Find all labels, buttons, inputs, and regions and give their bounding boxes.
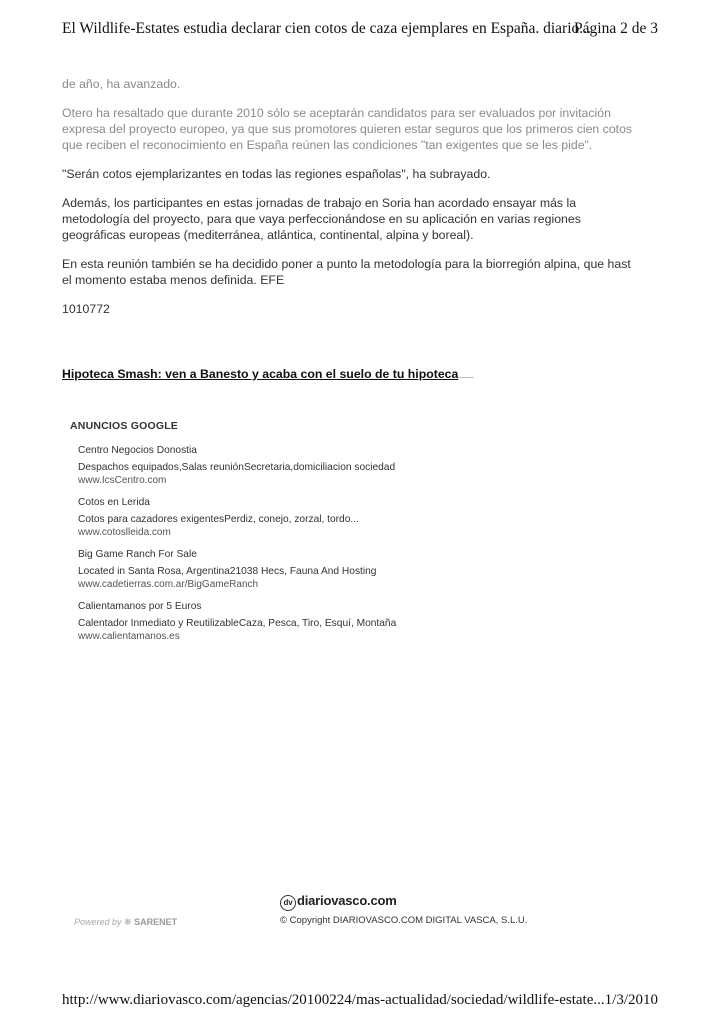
ad-url[interactable]: www.calientamanos.es — [78, 631, 180, 642]
article-paragraph — [62, 195, 658, 243]
page-number: Página 2 de 3 — [574, 20, 658, 37]
promo-link[interactable] — [62, 367, 474, 381]
ad-item[interactable] — [78, 496, 490, 539]
site-logo[interactable] — [280, 893, 397, 911]
article-id — [62, 301, 658, 317]
copyright-notice: © Copyright DIARIOVASCO.COM DIGITAL VASCA, S.L.U. — [280, 915, 528, 926]
ad-title[interactable]: Calientamanos por 5 Euros — [78, 601, 202, 612]
ad-title[interactable]: Centro Negocios Donostia — [78, 445, 197, 456]
sarenet-logo-icon: ❋ — [124, 917, 132, 927]
article-line: metodología del proyecto, para que vaya perfeccionándose en su aplicación en varias regiones — [62, 212, 581, 226]
article-line: que reciben el reconocimiento en España reúnen las condiciones "tan exigentes que se les pide". — [62, 138, 593, 152]
dv-logo-icon: dv — [280, 895, 296, 911]
ad-item[interactable] — [78, 444, 490, 487]
article-body — [62, 76, 658, 330]
powered-by-prefix: Powered by — [74, 917, 122, 927]
google-ads — [70, 420, 490, 652]
ad-description: Calentador Inmediato y ReutilizableCaza, Pesca, Tiro, Esquí, Montaña — [78, 618, 397, 629]
ad-url[interactable]: www.cotoslleida.com — [78, 527, 171, 538]
article-line: Otero ha resaltado que durante 2010 sólo se aceptarán candidatos para ser evaluados por invitación — [62, 106, 611, 120]
ad-url[interactable]: www.IcsCentro.com — [78, 475, 167, 486]
article-paragraph — [62, 166, 658, 182]
print-footer — [62, 992, 658, 1009]
ad-description: Located in Santa Rosa, Argentina21038 Hecs, Fauna And Hosting — [78, 566, 377, 577]
article-line: Además, los participantes en estas jornadas de trabajo en Soria han acordado ensayar más la — [62, 196, 577, 210]
ad-title[interactable]: Cotos en Lerida — [78, 497, 150, 508]
powered-by-brand: SARENET — [134, 917, 178, 927]
article-line: expresa del proyecto europeo, ya que sus promotores quieren estar seguros que los primeros cien cotos — [62, 122, 633, 136]
article-line: 1010772 — [62, 302, 110, 316]
article-line: "Serán cotos ejemplarizantes en todas las regiones españolas", ha subrayado. — [62, 167, 491, 181]
powered-by[interactable] — [74, 917, 177, 928]
article-line: de año, ha avanzado. — [62, 77, 181, 91]
article-paragraph — [62, 105, 658, 153]
article-line: el momento estaba menos definida. EFE — [62, 273, 285, 287]
ads-heading: ANUNCIOS GOOGLE — [70, 420, 179, 432]
print-date: 1/3/2010 — [604, 992, 658, 1008]
promo-link-underline-tail — [460, 377, 474, 378]
site-logo-text: diariovasco.com — [297, 893, 397, 908]
ad-url[interactable]: www.cadetierras.com.ar/BigGameRanch — [78, 579, 259, 590]
ad-item[interactable] — [78, 548, 490, 591]
article-line: geográficas europeas (mediterránea, atlántica, continental, alpina y boreal). — [62, 228, 474, 242]
ad-description: Cotos para cazadores exigentesPerdiz, conejo, zorzal, tordo... — [78, 514, 359, 525]
print-header — [62, 20, 658, 38]
article-paragraph — [62, 76, 658, 92]
ad-title[interactable]: Big Game Ranch For Sale — [78, 549, 197, 560]
print-footer-url: http://www.diariovasco.com/agencias/20100224/mas-actualidad/sociedad/wildlife-estate... — [62, 992, 605, 1008]
ad-item[interactable] — [78, 600, 490, 643]
article-paragraph — [62, 256, 658, 288]
print-header-title: El Wildlife-Estates estudia declarar cien cotos de caza ejemplares en España. diario... — [62, 20, 591, 37]
article-line: En esta reunión también se ha decidido poner a punto la metodología para la biorregión alpina, que hast — [62, 257, 631, 271]
promo-link-label: Hipoteca Smash: ven a Banesto y acaba con el suelo de tu hipoteca — [62, 367, 459, 381]
ad-description: Despachos equipados,Salas reuniónSecretaria,domiciliacion sociedad — [78, 462, 396, 473]
